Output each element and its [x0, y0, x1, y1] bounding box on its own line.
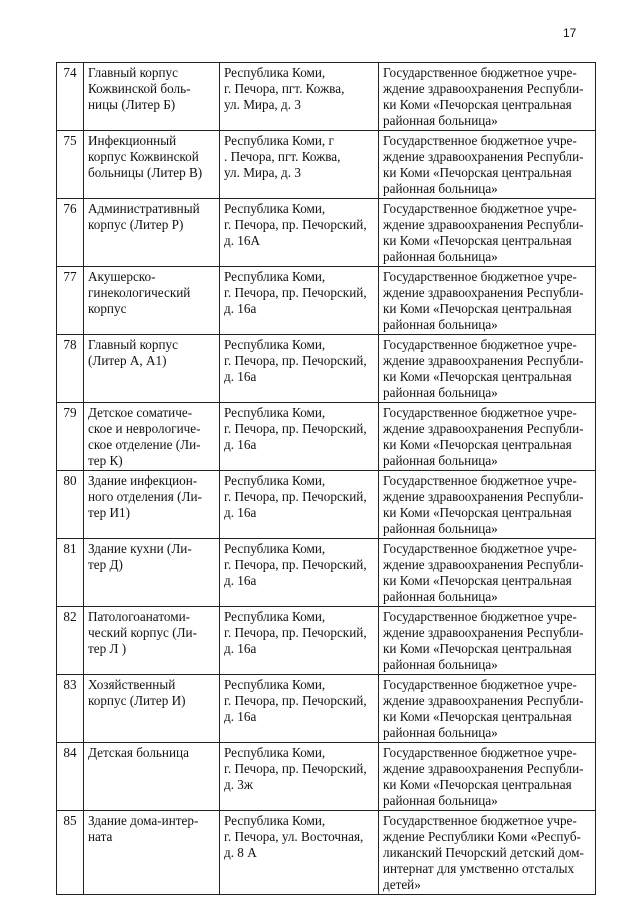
holder-organization: Государственное бюджетное учре- ждение здравоохранения Республи- ки Коми «Печорская центральная районная больница»: [379, 267, 596, 335]
object-address: Республика Коми, г. Печора, пр. Печорский, д. 16а: [220, 675, 379, 743]
row-number: 78: [57, 335, 84, 403]
object-address: Республика Коми, г. Печора, пр. Печорский, д. 16а: [220, 335, 379, 403]
table-row: [57, 131, 596, 199]
object-address: Республика Коми, г. Печора, пр. Печорский, д. 16а: [220, 539, 379, 607]
object-name: Акушерско- гинекологический корпус: [84, 267, 220, 335]
table-row: [57, 811, 596, 895]
row-number: 74: [57, 63, 84, 131]
table-row: [57, 335, 596, 403]
holder-organization: Государственное бюджетное учре- ждение здравоохранения Республи- ки Коми «Печорская центральная районная больница»: [379, 743, 596, 811]
object-name: Инфекционный корпус Кожвинской больницы (Литер В): [84, 131, 220, 199]
row-number: 76: [57, 199, 84, 267]
object-address: Республика Коми, г. Печора, пр. Печорский, д. 16А: [220, 199, 379, 267]
holder-organization: Государственное бюджетное учре- ждение здравоохранения Республи- ки Коми «Печорская центральная районная больница»: [379, 335, 596, 403]
object-name: Хозяйственный корпус (Литер И): [84, 675, 220, 743]
row-number: 83: [57, 675, 84, 743]
object-address: Республика Коми, г. Печора, пр. Печорский, д. 16а: [220, 267, 379, 335]
property-registry-table: [56, 62, 596, 895]
holder-organization: Государственное бюджетное учре- ждение здравоохранения Республи- ки Коми «Печорская центральная районная больница»: [379, 131, 596, 199]
object-name: Административный корпус (Литер Р): [84, 199, 220, 267]
row-number: 75: [57, 131, 84, 199]
object-name: Патологоанатоми- ческий корпус (Ли- тер Л ): [84, 607, 220, 675]
object-name: Здание инфекцион- ного отделения (Ли- тер И1): [84, 471, 220, 539]
row-number: 81: [57, 539, 84, 607]
object-address: Республика Коми, г. Печора, ул. Восточная, д. 8 А: [220, 811, 379, 895]
table-row: [57, 199, 596, 267]
object-address: Республика Коми, г. Печора, пр. Печорский, д. 3ж: [220, 743, 379, 811]
object-address: Республика Коми, г. Печора, пр. Печорский, д. 16а: [220, 403, 379, 471]
object-name: Здание дома-интер- ната: [84, 811, 220, 895]
table-row: [57, 63, 596, 131]
table-row: [57, 403, 596, 471]
holder-organization: Государственное бюджетное учре- ждение здравоохранения Республи- ки Коми «Печорская центральная районная больница»: [379, 607, 596, 675]
table-row: [57, 743, 596, 811]
object-name: Здание кухни (Ли- тер Д): [84, 539, 220, 607]
row-number: 82: [57, 607, 84, 675]
object-address: Республика Коми, г . Печора, пгт. Кожва, ул. Мира, д. 3: [220, 131, 379, 199]
page-number: 17: [563, 26, 577, 40]
row-number: 80: [57, 471, 84, 539]
holder-organization: Государственное бюджетное учре- ждение здравоохранения Республи- ки Коми «Печорская центральная районная больница»: [379, 675, 596, 743]
object-address: Республика Коми, г. Печора, пгт. Кожва, ул. Мира, д. 3: [220, 63, 379, 131]
holder-organization: Государственное бюджетное учре- ждение здравоохранения Республи- ки Коми «Печорская центральная районная больница»: [379, 199, 596, 267]
holder-organization: Государственное бюджетное учре- ждение здравоохранения Республи- ки Коми «Печорская центральная районная больница»: [379, 471, 596, 539]
object-name: Детская больница: [84, 743, 220, 811]
row-number: 84: [57, 743, 84, 811]
holder-organization: Государственное бюджетное учре- ждение здравоохранения Республи- ки Коми «Печорская центральная районная больница»: [379, 403, 596, 471]
table-row: [57, 267, 596, 335]
table-row: [57, 539, 596, 607]
table-row: [57, 607, 596, 675]
object-address: Республика Коми, г. Печора, пр. Печорский, д. 16а: [220, 607, 379, 675]
object-name: Главный корпус (Литер А, А1): [84, 335, 220, 403]
holder-organization: Государственное бюджетное учре- ждение здравоохранения Республи- ки Коми «Печорская центральная районная больница»: [379, 539, 596, 607]
object-name: Главный корпус Кожвинской боль- ницы (Литер Б): [84, 63, 220, 131]
holder-organization: Государственное бюджетное учре- ждение здравоохранения Республи- ки Коми «Печорская центральная районная больница»: [379, 63, 596, 131]
table-row: [57, 675, 596, 743]
table-row: [57, 471, 596, 539]
holder-organization: Государственное бюджетное учре- ждение Республики Коми «Респуб- ликанский Печорский детский дом- интернат для умственно отсталых детей»: [379, 811, 596, 895]
row-number: 77: [57, 267, 84, 335]
object-name: Детское соматиче- ское и неврологиче- ское отделение (Ли- тер К): [84, 403, 220, 471]
object-address: Республика Коми, г. Печора, пр. Печорский, д. 16а: [220, 471, 379, 539]
row-number: 79: [57, 403, 84, 471]
row-number: 85: [57, 811, 84, 895]
